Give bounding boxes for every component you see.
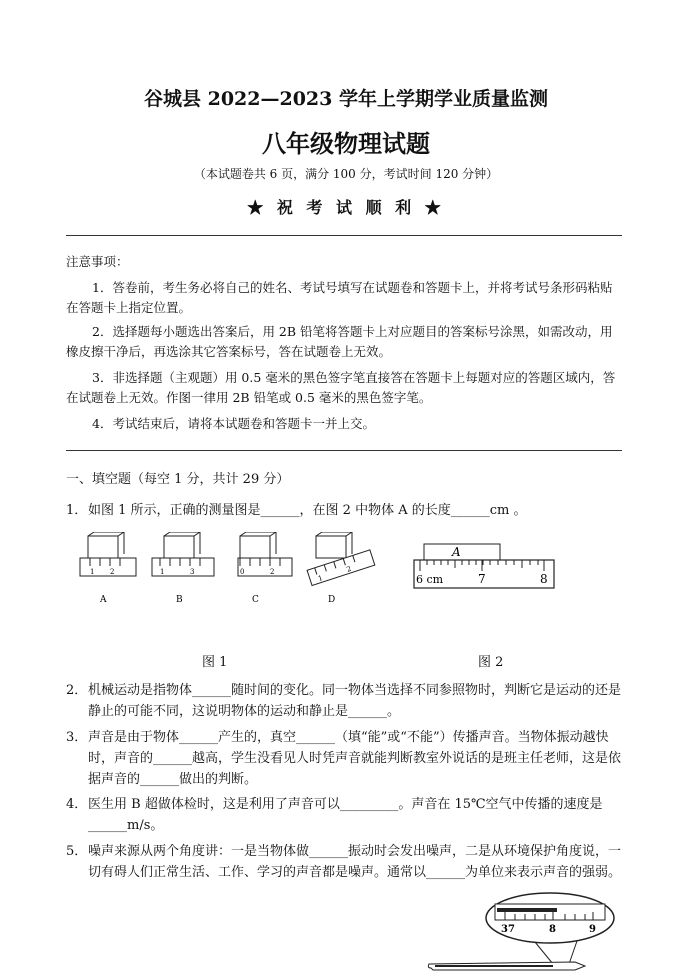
thermo-mark-9: 9	[589, 924, 596, 935]
figure-2-caption: 图 2	[478, 655, 504, 670]
notice-item-1: 1．答卷前，考生务必将自己的姓名、考试号填写在试题卷和答题卡上，并将考试号条形码粘贴在答题卡上指定位置。	[66, 280, 613, 315]
option-label-b: B	[176, 595, 183, 605]
ruler-mark: 0	[240, 568, 245, 576]
option-label-a: A	[100, 595, 107, 605]
ruler-option-c	[238, 532, 292, 605]
question-3	[66, 727, 626, 790]
notice-heading: 注意事项：	[66, 254, 129, 269]
ruler-option-a	[80, 532, 136, 605]
question-text: 噪声来源从两个角度讲：一是当物体做______振动时会发出噪声，二是从环境保护角度说，一切有碍人们正常生活、工作、学习的声音都是噪声。通常以______为单位来表示声音的强弱。	[88, 844, 622, 880]
ruler-unit-label: 6 cm	[416, 573, 444, 586]
ruler-mark: 1	[90, 568, 95, 576]
ruler-mark: 2	[110, 568, 115, 576]
question-5	[66, 841, 626, 883]
question-4	[66, 794, 626, 836]
question-2	[66, 680, 626, 722]
ruler-option-b	[152, 532, 214, 605]
object-a-label: A	[452, 545, 461, 559]
option-label-d: D	[328, 595, 336, 605]
figure-1-rulers	[66, 532, 386, 612]
section-heading: 一、填空题（每空 1 分，共计 29 分）	[66, 472, 290, 487]
notice-item-3: 3．非选择题（主观题）用 0.5 毫米的黑色签字笔直接答在答题卡上每题对应的答题区域内，答在试题卷上无效。作图一律用 2B 铅笔或 0.5 毫米的黑色签字笔。	[66, 370, 616, 405]
question-number: 3．	[66, 730, 88, 745]
object-a-block	[424, 544, 500, 560]
question-number: 2．	[66, 683, 88, 698]
ruler-mark-8: 8	[540, 572, 548, 586]
blessing-text: ★ 祝 考 试 顺 利 ★	[247, 198, 445, 217]
ruler-mark: 2	[270, 568, 275, 576]
notice-item-4: 4．考试结束后，请将本试题卷和答题卡一并上交。	[92, 416, 375, 431]
question-1	[66, 500, 626, 521]
ruler-option-d	[307, 532, 375, 605]
ruler-mark: 2	[345, 564, 353, 574]
question-text: 如图 1 所示，正确的测量图是______，在图 2 中物体 A 的长度______cm 。	[88, 503, 527, 518]
ruler-mark: 1	[317, 574, 324, 584]
divider-top	[66, 235, 622, 236]
figure-2-ruler	[410, 540, 560, 592]
question-text: 声音是由于物体______产生的，真空______（填“能”或“不能”）传播声音。当物体振动越快时，声音的______越高，学生没看见人时凭声音就能判断教室外说话的是班主任老师，这是依据声音的______做出的判断。	[88, 730, 622, 787]
thermo-mark-37: 37	[501, 924, 515, 935]
question-text: 医生用 B 超做体检时，这是利用了声音可以_________。声音在 15℃空气中传播的速度是______m/s。	[88, 797, 603, 833]
ruler-mark-7: 7	[478, 572, 486, 586]
question-number: 4．	[66, 797, 88, 812]
question-text: 机械运动是指物体______随时间的变化。同一物体当选择不同参照物时，判断它是运动的还是静止的可能不同，这说明物体的运动和静止是______。	[88, 683, 622, 719]
option-label-c: C	[252, 595, 259, 605]
thermo-mark-8: 8	[549, 924, 556, 935]
exam-title: 谷城县 2022—2023 学年上学期学业质量监测	[144, 88, 548, 110]
exam-subject-title: 八年级物理试题	[262, 129, 430, 158]
figure-1-caption: 图 1	[202, 655, 228, 670]
question-number: 5．	[66, 844, 88, 859]
exam-info: （本试题卷共 6 页，满分 100 分，考试时间 120 分钟）	[193, 167, 499, 181]
ruler-mark: 1	[160, 568, 165, 576]
notice-item-2: 2．选择题每小题选出答案后，用 2B 铅笔将答题卡上对应题目的答案标号涂黑，如需改动，用橡皮擦干净后，再选涂其它答案标号，答在试题卷上无效。	[66, 324, 613, 359]
question-number: 1．	[66, 503, 88, 518]
thermometer-figure	[425, 890, 625, 976]
ruler-mark: 3	[190, 568, 195, 576]
divider-bottom	[66, 450, 622, 451]
